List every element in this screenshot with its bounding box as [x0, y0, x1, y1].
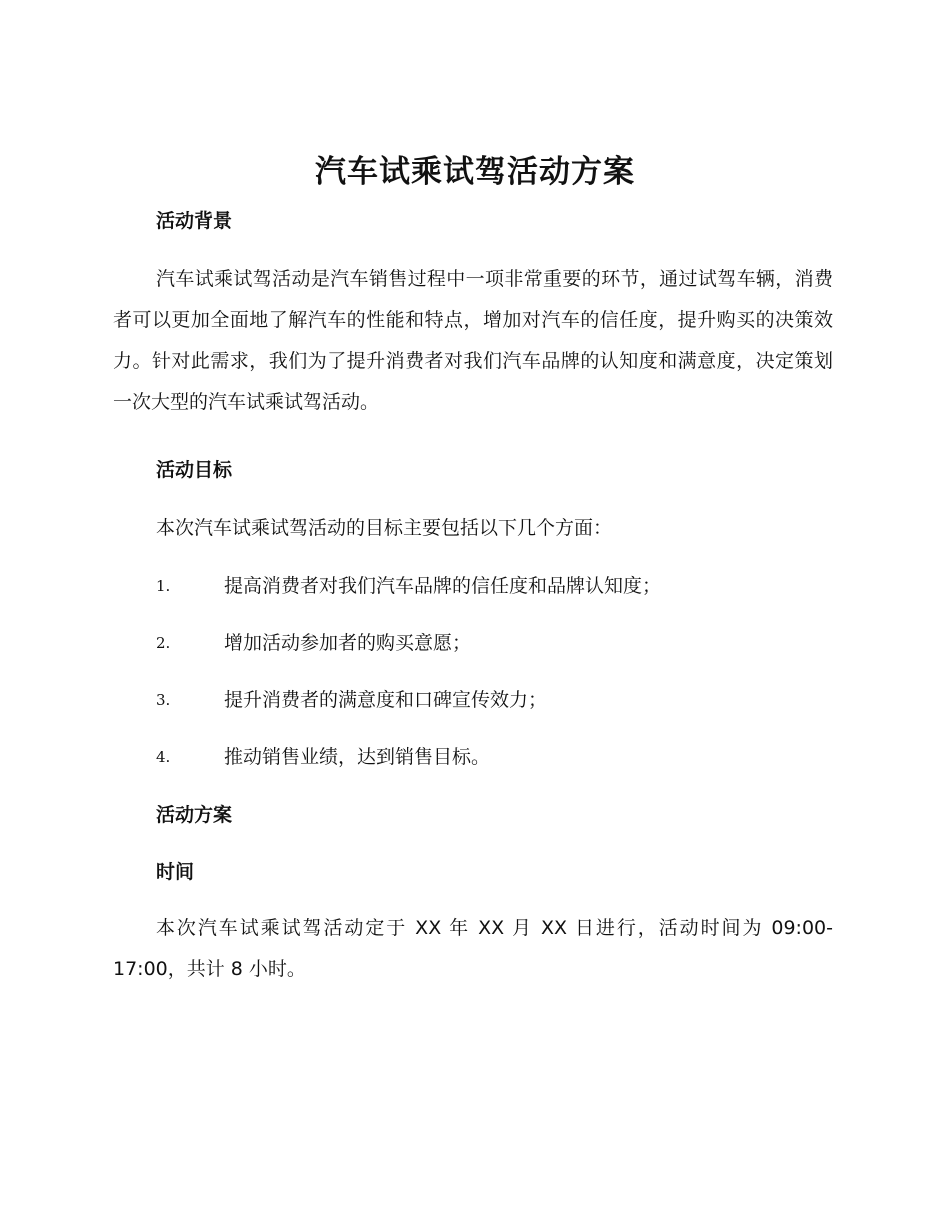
document-title: 汽车试乘试驾活动方案: [315, 154, 635, 190]
list-number: 2.: [156, 634, 171, 652]
section-heading-background: 活动背景: [156, 210, 233, 232]
list-text: 增加活动参加者的购买意愿；: [224, 632, 472, 654]
time-paragraph: 本次汽车试乘试驾活动定于 XX 年 XX 月 XX 日进行，活动时间为 09:00-17:00，共计 8 小时。: [113, 917, 833, 980]
list-text: 推动销售业绩，达到销售目标。: [224, 746, 491, 768]
list-text: 提高消费者对我们汽车品牌的信任度和品牌认知度；: [224, 575, 662, 597]
list-item: [156, 629, 856, 657]
list-number: 1.: [156, 577, 171, 595]
list-number: 3.: [156, 691, 171, 709]
list-item: [156, 686, 856, 714]
list-item: [156, 743, 856, 771]
list-number: 4.: [156, 748, 171, 766]
section-heading-plan: 活动方案: [156, 804, 233, 826]
subsection-heading-time: 时间: [156, 861, 195, 883]
list-item: [156, 572, 856, 600]
section-heading-goals: 活动目标: [156, 459, 233, 481]
list-text: 提升消费者的满意度和口碑宣传效力；: [224, 689, 548, 711]
goals-intro: 本次汽车试乘试驾活动的目标主要包括以下几个方面：: [156, 517, 613, 539]
background-paragraph: 汽车试乘试驾活动是汽车销售过程中一项非常重要的环节，通过试驾车辆，消费者可以更加全面地了解汽车的性能和特点，增加对汽车的信任度，提升购买的决策效力。针对此需求，我们为了提升消费者对我们汽车品牌的认知度和满意度，决定策划一次大型的汽车试乘试驾活动。: [113, 268, 833, 413]
